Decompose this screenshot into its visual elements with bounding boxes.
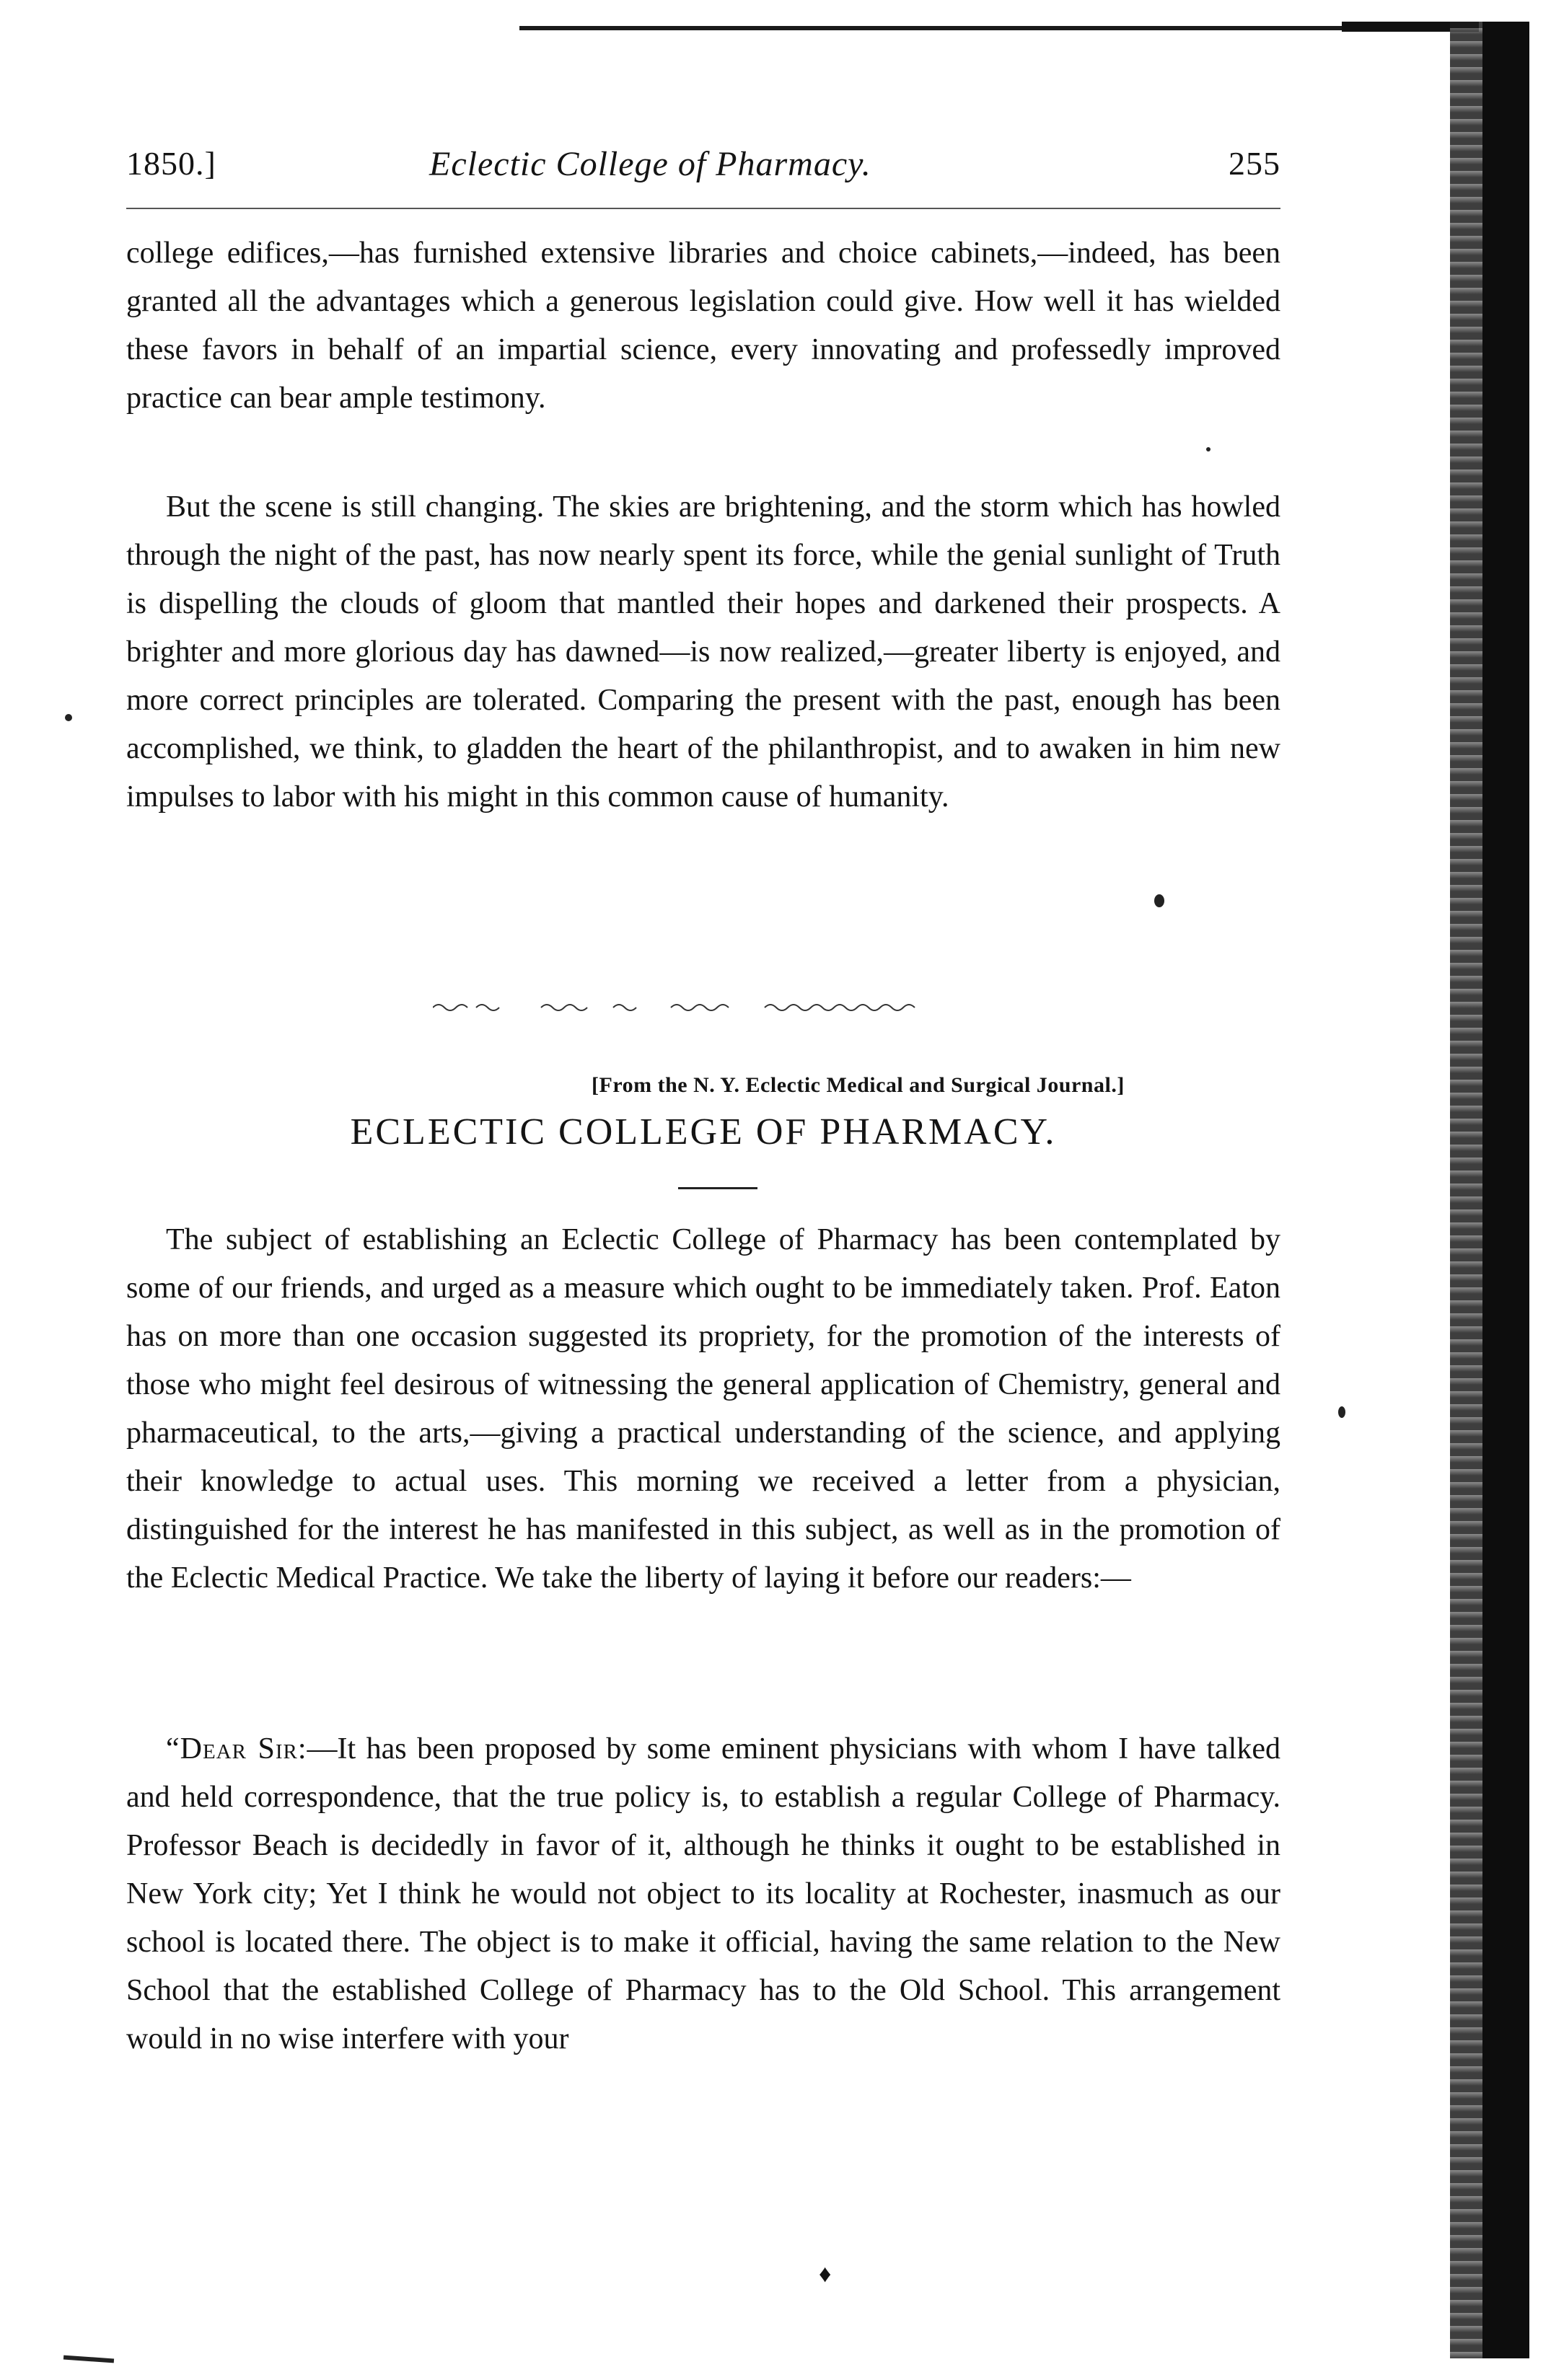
ink-speck: [1154, 894, 1164, 907]
header-running-title: Eclectic College of Pharmacy.: [429, 145, 871, 183]
continued-paragraph: [126, 229, 1280, 423]
title-rule: [678, 1187, 757, 1189]
scan-spine-shadow: [1482, 22, 1529, 2358]
paragraph-text: But the scene is still changing. The skies are brightening, and the storm which has howled through the night of the past, has now nearly spent its force, while the genial sunlight of Truth is dispelling the clouds of gloom that mantled their hopes and darkened their prospects. A brighter and more glorious day has dawned—is now realized,—greater liberty is enjoyed, and more correct principles are tolerated. Comparing the present with the past, enough has been accomplished, we think, to gladden the heart of the philanthropist, and to awaken in him new impulses to labor with his might in this common cause of humanity.: [126, 490, 1280, 814]
letter-body: —It has been proposed by some eminent physicians with whom I have talked and held correspondence, that the true policy is, to establish a regular College of Pharmacy. Professor Beach is decidedly in favor of it, although he thinks it ought to be established in New York city; Yet I think he would not object to its locality at Rochester, inasmuch as our school is located there. The object is to make it official, having the same relation to the New School that the established College of Pharmacy has to the Old School. This arrangement would in no wise interfere with your: [126, 1732, 1280, 2055]
letter-paragraph: [126, 1725, 1280, 2063]
ink-speck: [1206, 447, 1211, 451]
section-divider-ornament: [433, 997, 996, 1018]
header-rule: [126, 208, 1280, 209]
header-page-number: 255: [1229, 145, 1280, 182]
paragraph-text: The subject of establishing an Eclectic College of Pharmacy has been contemplated by some of our friends, and urged as a measure which ought to be immediately taken. Prof. Eaton has on more than one occasion suggested its propriety, for the promotion of the interests of those who might feel desirous of witnessing the general application of Chemistry, general and pharmaceutical, to the arts,—giving a practical understanding of the science, and applying their knowledge to actual uses. This morning we received a letter from a physician, distinguished for the interest he has manifested in this subject, as well as in the promotion of the Eclectic Medical Practice. We take the liberty of laying it before our readers:—: [126, 1223, 1280, 1595]
running-header: [126, 144, 1280, 202]
article-source-note: [From the N. Y. Eclectic Medical and Surgical Journal.]: [592, 1073, 1125, 1097]
scan-corner-mark: [63, 2355, 114, 2363]
article-title: ECLECTIC COLLEGE OF PHARMACY.: [350, 1111, 1057, 1152]
ink-blot: ♦: [819, 2261, 832, 2288]
ink-speck: [1338, 1406, 1345, 1418]
letter-salutation: “Dear Sir:: [166, 1732, 307, 1766]
quoted-letter: [126, 1725, 1280, 2063]
closing-paragraph: [126, 483, 1280, 821]
scan-top-rule: [519, 26, 1479, 30]
article-intro: [126, 1216, 1280, 1603]
paragraph-text: college edifices,—has furnished extensive libraries and choice cabinets,—indeed, has been granted all the advantages which a generous legislation could give. How well it has wielded these favors in behalf of an impartial science, every innovating and professedly improved practice can bear ample testimony.: [126, 237, 1280, 415]
header-year: 1850.]: [126, 145, 216, 182]
ink-speck: [65, 714, 72, 721]
